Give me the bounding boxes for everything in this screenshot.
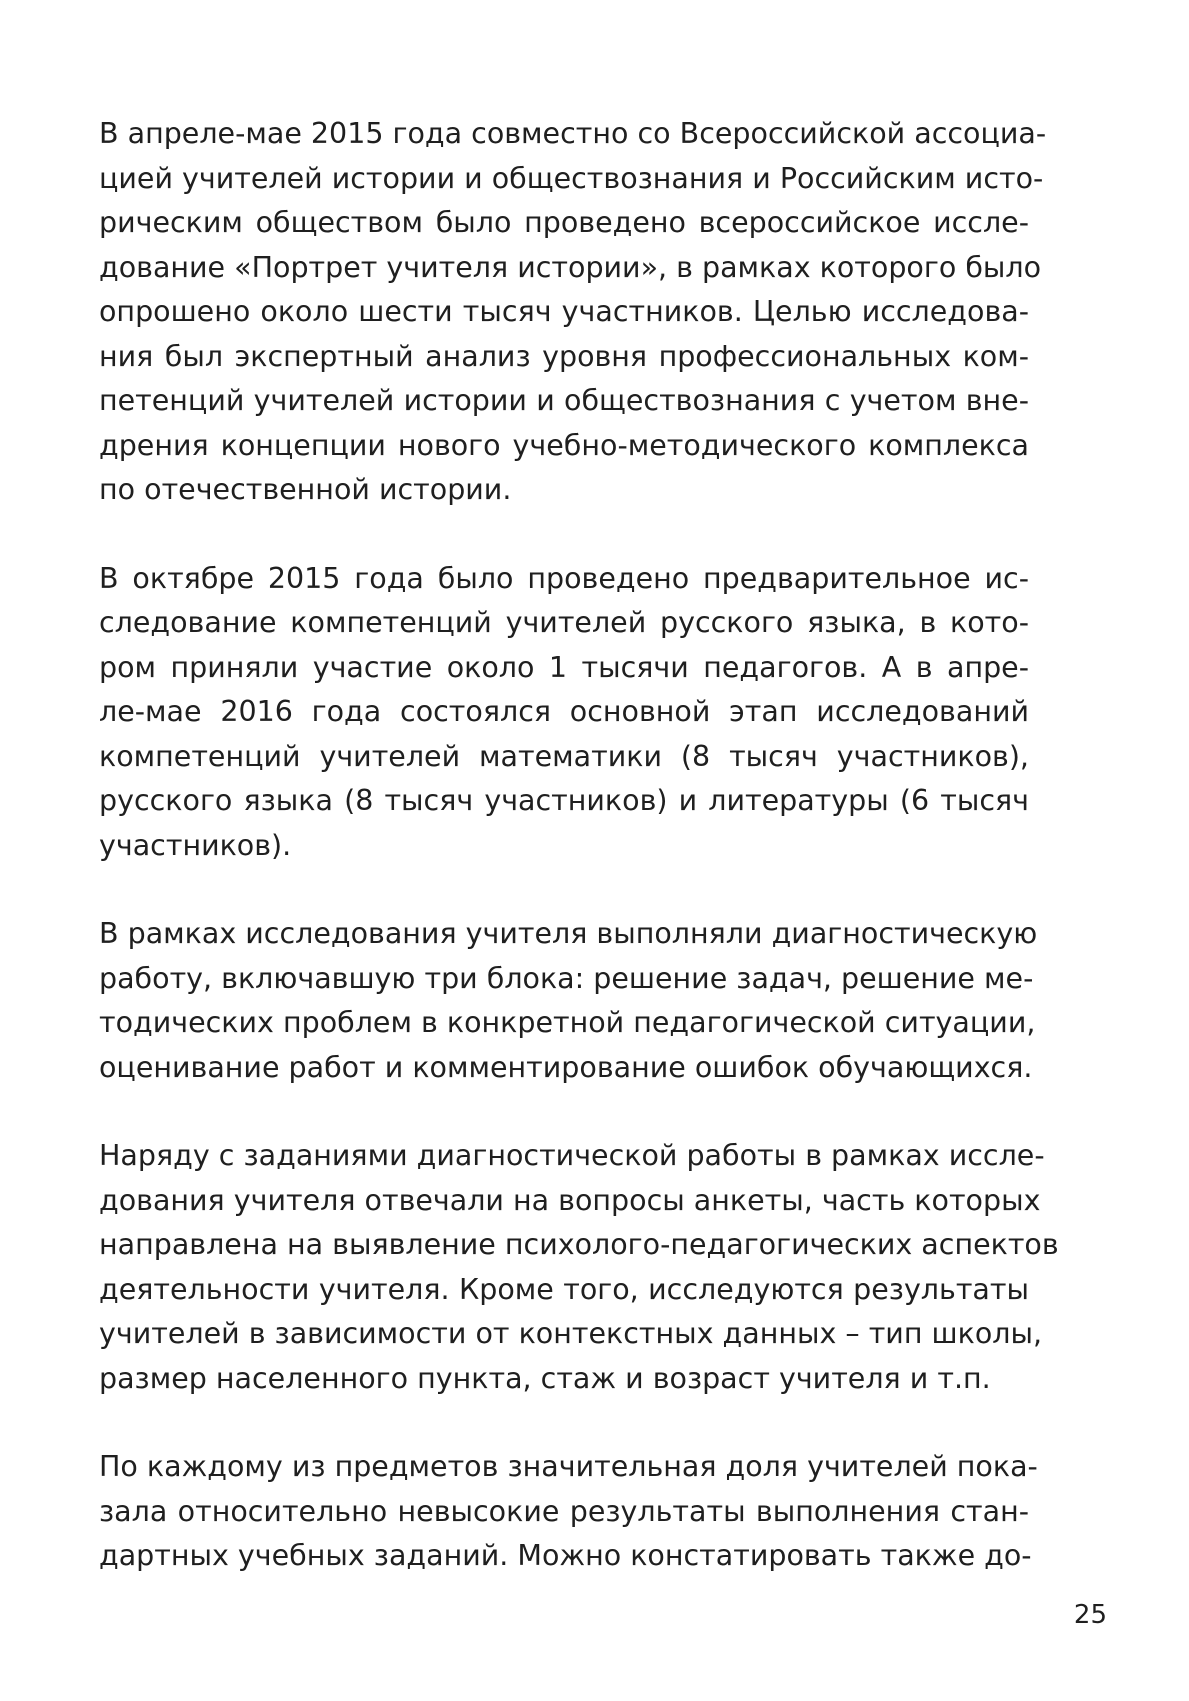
text-line: дрения концепции нового учебно-методического комплекса	[99, 428, 1029, 462]
text-line: направлена на выявление психолого-педагогических аспектов	[99, 1228, 1059, 1261]
paragraph	[99, 112, 1047, 513]
text-line: дартных учебных заданий. Можно констатировать также до-	[99, 1539, 1032, 1572]
text-line: ром приняли участие около 1 тысячи педагогов. А в апре-	[99, 650, 1029, 684]
text-line: тодических проблем в конкретной педагогической ситуации,	[99, 1006, 1036, 1039]
paragraph	[99, 1445, 1038, 1579]
text-line: дование «Портрет учителя истории», в рамках которого было	[99, 250, 1042, 284]
text-line: следование компетенций учителей русского языка, в кото-	[99, 606, 1029, 639]
text-line: Наряду с заданиями диагностической работы в рамках иссле-	[99, 1139, 1045, 1172]
text-line: размер населенного пункта, стаж и возраст учителя и т.п.	[99, 1361, 991, 1395]
text-line: ле-мае 2016 года состоялся основной этап исследований	[99, 695, 1029, 728]
text-line: В рамках исследования учителя выполняли диагностическую	[99, 917, 1038, 950]
text-line: участников).	[99, 828, 292, 862]
text-line: опрошено около шести тысяч участников. Целью исследова-	[99, 295, 1029, 328]
paragraph	[99, 912, 1038, 1090]
text-line: По каждому из предметов значительная доля учителей пока-	[99, 1450, 1038, 1483]
text-line: петенций учителей истории и обществознания с учетом вне-	[99, 384, 1029, 417]
text-line: русского языка (8 тысяч участников) и литературы (6 тысяч	[99, 784, 1029, 817]
text-line: зала относительно невысокие результаты выполнения стан-	[99, 1494, 1029, 1528]
text-line: цией учителей истории и обществознания и Российским исто-	[99, 161, 1044, 195]
text-line: В октябре 2015 года было проведено предварительное ис-	[99, 561, 1029, 595]
text-line: рическим обществом было проведено всероссийское иссле-	[99, 206, 1029, 239]
text-line: оценивание работ и комментирование ошибок обучающихся.	[99, 1050, 1033, 1084]
text-line: деятельности учителя. Кроме того, исследуются результаты	[99, 1272, 1029, 1306]
text-line: В апреле-мае 2015 года совместно со Всероссийской ассоциа-	[99, 117, 1047, 150]
body-text	[99, 112, 1059, 1623]
page-number: 25	[1073, 1600, 1107, 1630]
text-line: по отечественной истории.	[99, 473, 512, 506]
text-line: компетенций учителей математики (8 тысяч участников),	[99, 739, 1029, 773]
paragraph	[99, 557, 1029, 869]
paragraph	[99, 1134, 1059, 1401]
text-line: работу, включавшую три блока: решение задач, решение ме-	[99, 961, 1034, 995]
text-line: дования учителя отвечали на вопросы анкеты, часть которых	[99, 1183, 1041, 1217]
text-line: учителей в зависимости от контекстных данных – тип школы,	[99, 1317, 1043, 1350]
text-line: ния был экспертный анализ уровня профессиональных ком-	[99, 339, 1029, 373]
